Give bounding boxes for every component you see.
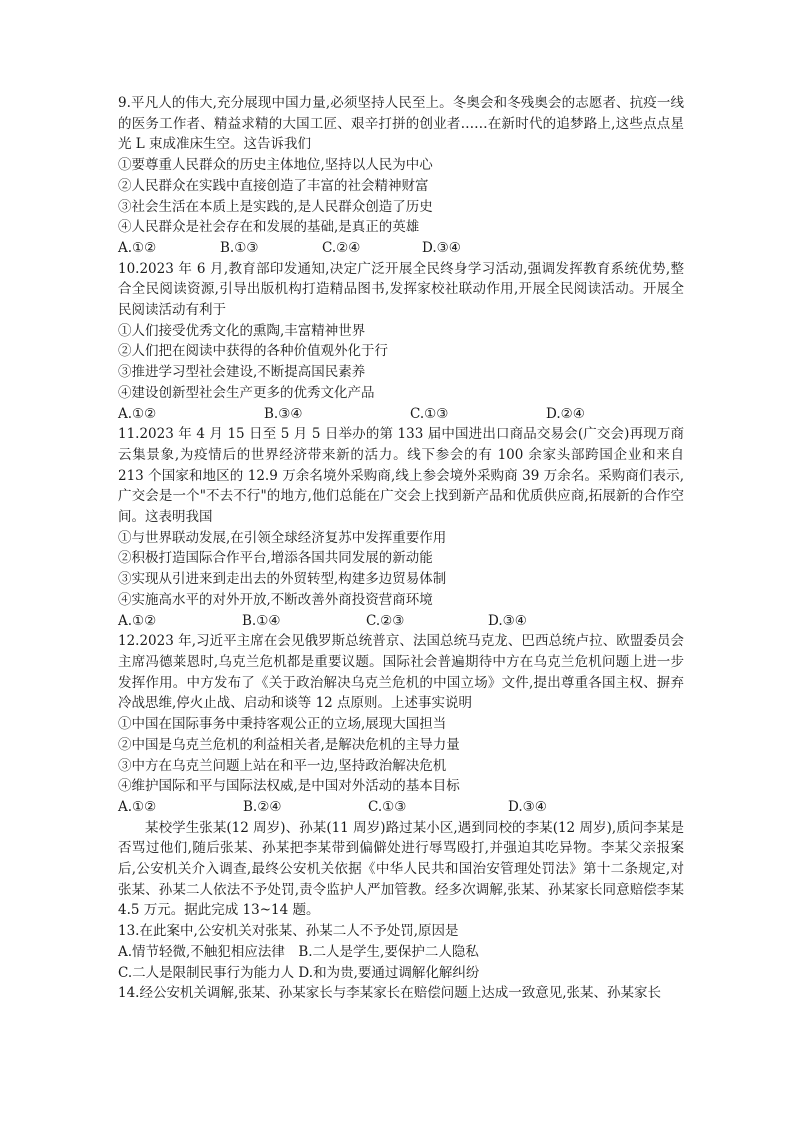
options-line-2[interactable]: C.二人是限制民事行为能力人 D.和为贵,要通过调解化解纠纷 [118,964,480,981]
option-c[interactable]: C.①③ [368,798,407,815]
question-10 [118,259,684,425]
option-a[interactable]: A.①② [118,405,157,422]
option-c[interactable]: C.②③ [366,612,405,629]
option-b[interactable]: B.②④ [243,798,282,815]
option-a[interactable]: A.①② [118,612,157,629]
question-9 [118,93,684,259]
question-11 [118,424,684,631]
statement-4: ④建设创新型社会生产更多的优秀文化产品 [118,384,375,401]
option-a[interactable]: A.①② [118,239,157,256]
question-stem: 14.经公安机关调解,张某、孙某家长与李某家长在赔偿问题上达成一致意见,张某、孙某家长 [118,985,662,1002]
statement-2: ②积极打造国际合作平台,增添各国共同发展的新动能 [118,550,433,567]
statement-2: ②人民群众在实践中直接创造了丰富的社会精神财富 [118,177,429,194]
option-b[interactable]: B.①③ [220,239,259,256]
answer-options [118,611,684,632]
statement-1: ①人们接受优秀文化的熏陶,丰富精神世界 [118,322,366,339]
question-stem: 11.2023 年 4 月 15 日至 5 月 5 日举办的第 133 届中国进出口商品交易会(广交会)再现万商云集景象,为疫情后的世界经济带来新的活力。线下参会的有 100 余家头部跨国企业和来自 213 个国家和地区的 12.9 万余名境外采购商,线上参会境外采购商 39 万余名。采购商们表示,广交会是一个"不去不行"的地方,他们总能在广交会上找到新产品和优质供应商,拓展新的合作空间。这表明我国 [118,426,684,526]
option-b[interactable]: B.①④ [242,612,281,629]
question-13 [118,921,684,983]
option-c[interactable]: C.②④ [322,239,361,256]
statement-1: ①要尊重人民群众的历史主体地位,坚持以人民为中心 [118,157,433,174]
option-a[interactable]: A.①② [118,798,157,815]
option-b[interactable]: B.③④ [264,405,303,422]
question-stem: 9.平凡人的伟大,充分展现中国力量,必须坚持人民至上。冬奥会和冬残奥会的志愿者、抗疫一线的医务工作者、精益求精的大国工匠、艰辛打拼的创业者……在新时代的追梦路上,这些点点星光 L 束成准床生空。这告诉我们 [118,95,684,153]
statement-2: ②人们把在阅读中获得的各种价值观外化于行 [118,343,388,360]
statement-1: ①中国在国际事务中秉持客观公正的立场,展现大国担当 [118,716,447,733]
statement-3: ③社会生活在本质上是实践的,是人民群众创造了历史 [118,198,433,215]
question-stem: 12.2023 年,习近平主席在会见俄罗斯总统普京、法国总统马克龙、巴西总统卢拉、欧盟委员会主席冯德莱恩时,乌克兰危机都是重要议题。国际社会普遍期待中方在乌克兰危机问题上进一步发挥作用。中方发布了《关于政治解决乌克兰危机的中国立场》文件,提出尊重各国主权、摒弃冷战思维,停火止战、启动和谈等 12 点原则。上述事实说明 [118,633,684,712]
option-c[interactable]: C.①③ [410,405,449,422]
question-stem: 13.在此案中,公安机关对张某、孙某二人不予处罚,原因是 [118,923,459,940]
question-14 [118,983,684,1004]
answer-options [118,238,684,259]
statement-4: ④实施高水平的对外开放,不断改善外商投资营商环境 [118,591,433,608]
option-d[interactable]: D.③④ [508,798,547,815]
answer-options [118,404,684,425]
statement-3: ③推进学习型社会建设,不断提高国民素养 [118,364,366,381]
case-material: 某校学生张某(12 周岁)、孙某(11 周岁)路过某小区,遇到同校的李某(12 周岁),质问李某是否骂过他们,随后张某、孙某把李某带到偏僻处进行辱骂殴打,并强迫其吃异物。李某父亲报案后,公安机关介入调查,最终公安机关依据《中华人民共和国治安管理处罚法》第十二条规定,对张某、孙某二人依法不予处罚,责令监护人严加管教。经多次调解,张某、孙某家长同意赔偿李某 4.5 万元。据此完成 13~14 题。 [118,819,684,919]
statement-4: ④人民群众是社会存在和发展的基础,是真正的英雄 [118,219,420,236]
statement-3: ③中方在乌克兰问题上站在和平一边,坚持政治解决危机 [118,757,447,774]
statement-2: ②中国是乌克兰危机的利益相关者,是解决危机的主导力量 [118,736,460,753]
question-stem: 10.2023 年 6 月,教育部印发通知,决定广泛开展全民终身学习活动,强调发挥教育系统优势,整合全民阅读资源,引导出版机构打造精品图书,发挥家校社联动作用,开展全民阅读活动。开展全民阅读活动有利于 [118,260,684,319]
options-line-1[interactable]: A.情节轻微,不触犯相应法律 B.二人是学生,要保护二人隐私 [118,943,479,960]
option-d[interactable]: D.③④ [488,612,527,629]
exam-content [118,93,684,1004]
answer-options [118,797,684,818]
statement-1: ①与世界联动发展,在引领全球经济复苏中发挥重要作用 [118,529,447,546]
statement-3: ③实现从引进来到走出去的外贸转型,构建多边贸易体制 [118,571,447,588]
question-12 [118,631,684,817]
statement-4: ④维护国际和平与国际法权威,是中国对外活动的基本目标 [118,778,460,795]
option-d[interactable]: D.③④ [422,239,461,256]
option-d[interactable]: D.②④ [546,405,585,422]
